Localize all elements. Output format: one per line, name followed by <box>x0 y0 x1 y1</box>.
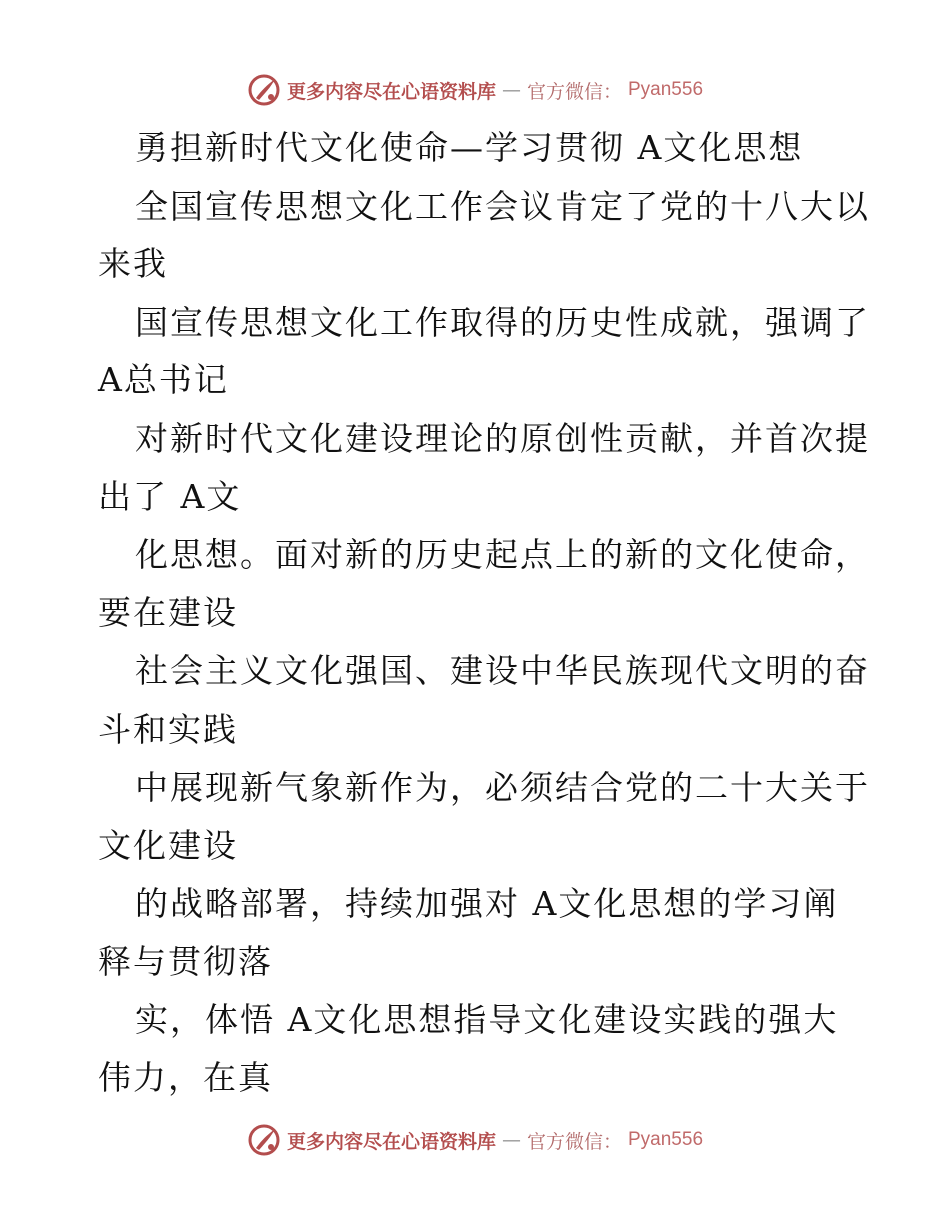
text-line: 中展现新气象新作为，必须结合党的二十大关于 <box>135 768 870 807</box>
document-title: 勇担新时代文化使命—学习贯彻 A文化思想 <box>135 128 804 167</box>
text-line: 伟力，在真 <box>98 1058 273 1097</box>
watermark-dash: — <box>501 79 521 101</box>
text-line: 化思想。面对新的历史起点上的新的文化使命， <box>135 535 870 574</box>
watermark-dash: — <box>501 1129 521 1151</box>
header-watermark <box>0 68 950 112</box>
text-line: 来我 <box>98 244 168 283</box>
text-line: 实，体悟 A文化思想指导文化建设实践的强大 <box>135 1000 839 1039</box>
watermark-main-text: 更多内容尽在心语资料库 <box>286 1130 496 1153</box>
watermark <box>247 73 703 107</box>
watermark <box>247 1123 703 1157</box>
watermark-sub-text: 官方微信： <box>526 80 622 103</box>
text-line: 对新时代文化建设理论的原创性贡献，并首次提 <box>135 419 870 458</box>
text-line: 斗和实践 <box>98 710 238 749</box>
quill-logo-icon <box>247 1123 281 1157</box>
text-line: 出了 A文 <box>98 477 242 516</box>
footer-watermark <box>0 1118 950 1162</box>
text-line: 释与贯彻落 <box>98 942 273 981</box>
text-line: A总书记 <box>98 360 229 399</box>
text-line: 文化建设 <box>98 826 238 865</box>
text-line: 要在建设 <box>98 593 238 632</box>
text-line: 全国宣传思想文化工作会议肯定了党的十八大以 <box>135 187 870 226</box>
watermark-id: Pyan556 <box>628 1129 704 1150</box>
quill-logo-icon <box>247 73 281 107</box>
watermark-id: Pyan556 <box>628 79 704 100</box>
watermark-main-text: 更多内容尽在心语资料库 <box>286 80 496 103</box>
watermark-sub-text: 官方微信： <box>526 1130 622 1153</box>
text-line: 社会主义文化强国、建设中华民族现代文明的奋 <box>135 651 870 690</box>
text-line: 国宣传思想文化工作取得的历史性成就，强调了 <box>135 303 870 342</box>
text-line: 的战略部署，持续加强对 A文化思想的学习阐 <box>135 884 839 923</box>
